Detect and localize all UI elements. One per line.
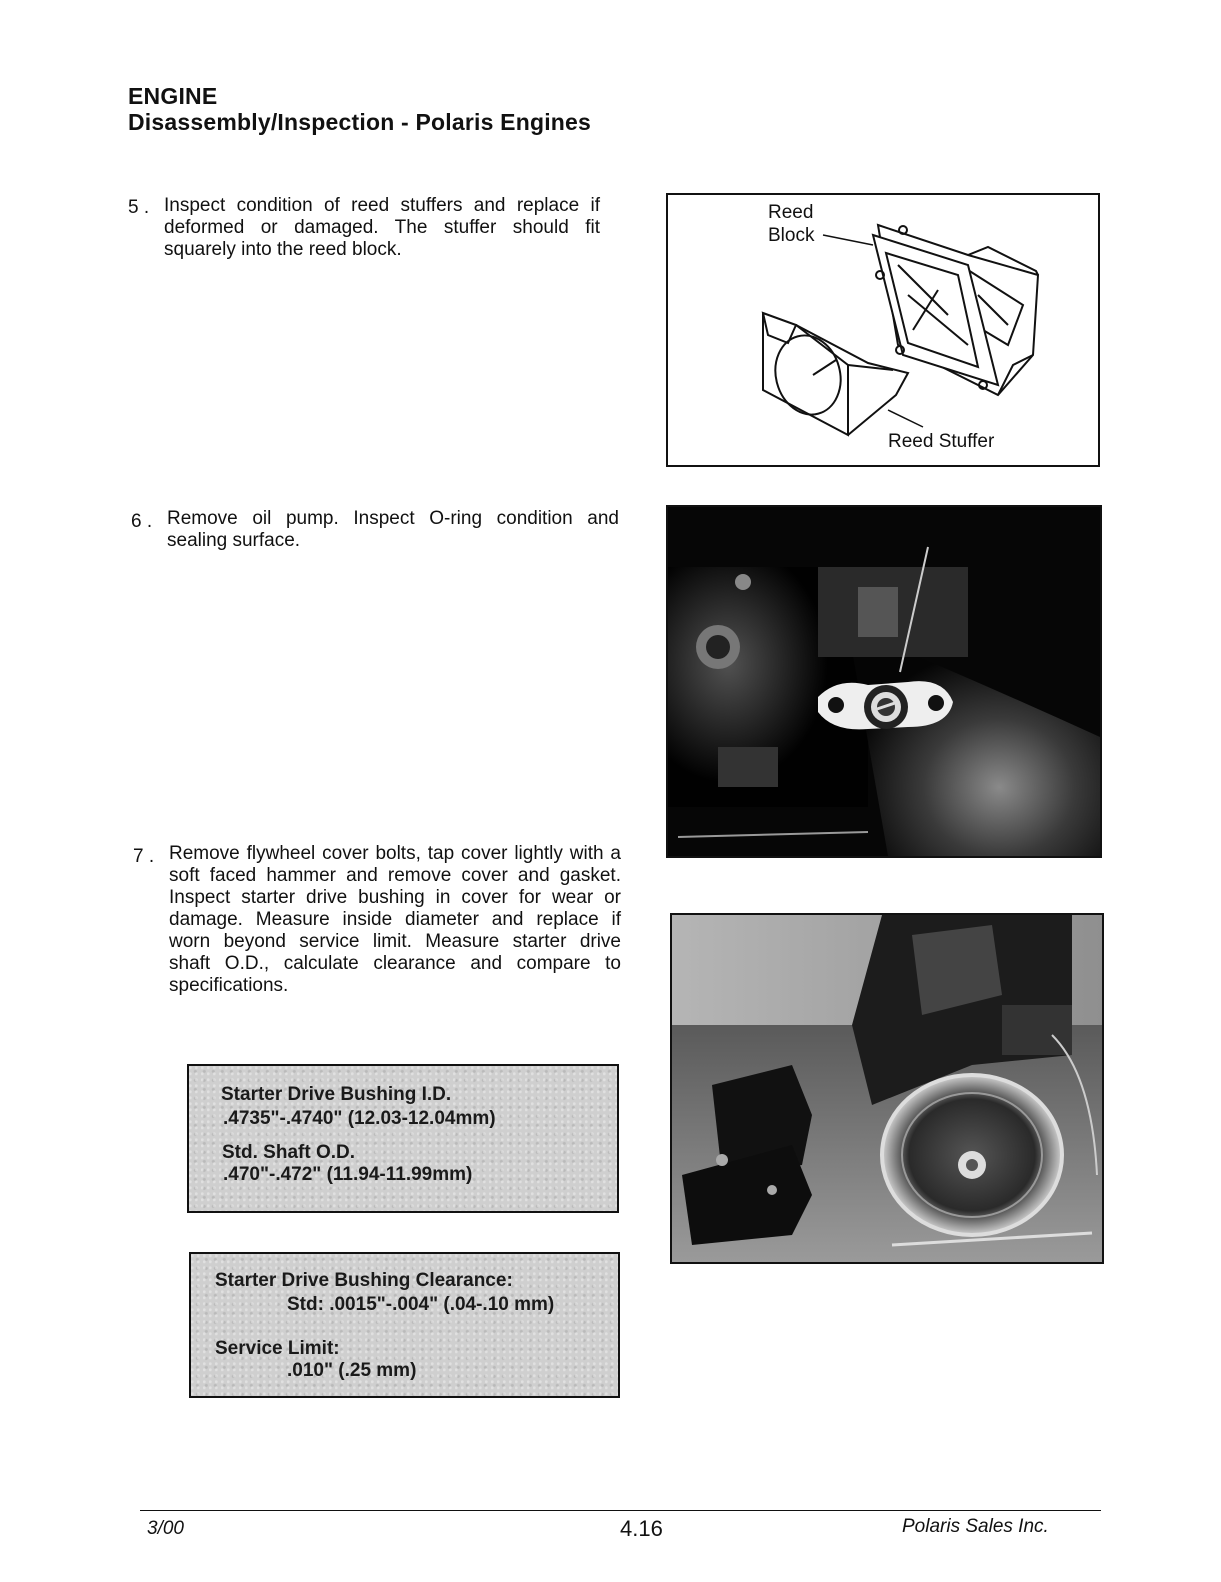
spec-2-line3: Service Limit:	[215, 1338, 340, 1359]
step-6-line: sealing surface.	[167, 530, 301, 551]
step-6-line: Remove oil pump. Inspect O-ring condition and	[167, 508, 619, 529]
step-7-line: Remove flywheel cover bolts, tap cover lightly with a	[169, 843, 621, 864]
spec-2-line1: Starter Drive Bushing Clearance:	[215, 1270, 513, 1291]
step-7-line: soft faced hammer and remove cover and gasket.	[169, 865, 621, 886]
reed-stuffer-label: Reed Stuffer	[888, 431, 995, 452]
footer-company: Polaris Sales Inc.	[902, 1516, 1049, 1537]
step-6-number: 6 .	[131, 511, 153, 532]
reed-block-illustration	[668, 195, 1098, 465]
bushing-id-spec-box	[187, 1064, 619, 1213]
spec-2-line4: .010" (.25 mm)	[287, 1360, 417, 1381]
spec-1-line4: .470"-.472" (11.94-11.99mm)	[223, 1164, 473, 1185]
flywheel-cover-photo	[670, 913, 1104, 1264]
footer-date: 3/00	[147, 1518, 184, 1539]
step-5-line: squarely into the reed block.	[164, 239, 402, 260]
bushing-clearance-spec-box	[189, 1252, 620, 1398]
step-7-line: damage. Measure inside diameter and replace if	[169, 909, 621, 930]
oil-pump-image	[668, 507, 1100, 856]
step-5-line: deformed or damaged. The stuffer should fit	[164, 217, 600, 238]
step-7-text	[169, 843, 621, 997]
step-7-line: shaft O.D., calculate clearance and compare to	[169, 953, 621, 974]
step-7-line: Inspect starter drive bushing in cover for wear or	[169, 887, 621, 908]
step-6-text	[167, 508, 619, 552]
section-title: ENGINE	[128, 83, 218, 109]
reed-block-figure	[666, 193, 1100, 467]
footer-rule	[140, 1510, 1101, 1511]
block-label: Block	[768, 225, 815, 246]
step-5-number: 5 .	[128, 197, 150, 218]
page-number: 4.16	[620, 1516, 663, 1541]
spec-1-line2: .4735"-.4740" (12.03-12.04mm)	[223, 1108, 496, 1129]
spec-1-line1: Starter Drive Bushing I.D.	[221, 1084, 452, 1105]
page-subtitle: Disassembly/Inspection - Polaris Engines	[128, 109, 592, 135]
oil-pump-photo	[666, 505, 1102, 858]
step-5-line: Inspect condition of reed stuffers and replace if	[164, 195, 600, 216]
flywheel-cover-image	[672, 915, 1102, 1262]
spec-2-line2: Std: .0015"-.004" (.04-.10 mm)	[287, 1294, 555, 1315]
reed-label: Reed	[768, 202, 814, 223]
step-5-text	[164, 195, 600, 261]
step-7-line: specifications.	[169, 975, 289, 996]
step-7-line: worn beyond service limit. Measure starter drive	[169, 931, 621, 952]
step-7-number: 7 .	[133, 846, 155, 867]
spec-1-line3: Std. Shaft O.D.	[222, 1142, 355, 1163]
